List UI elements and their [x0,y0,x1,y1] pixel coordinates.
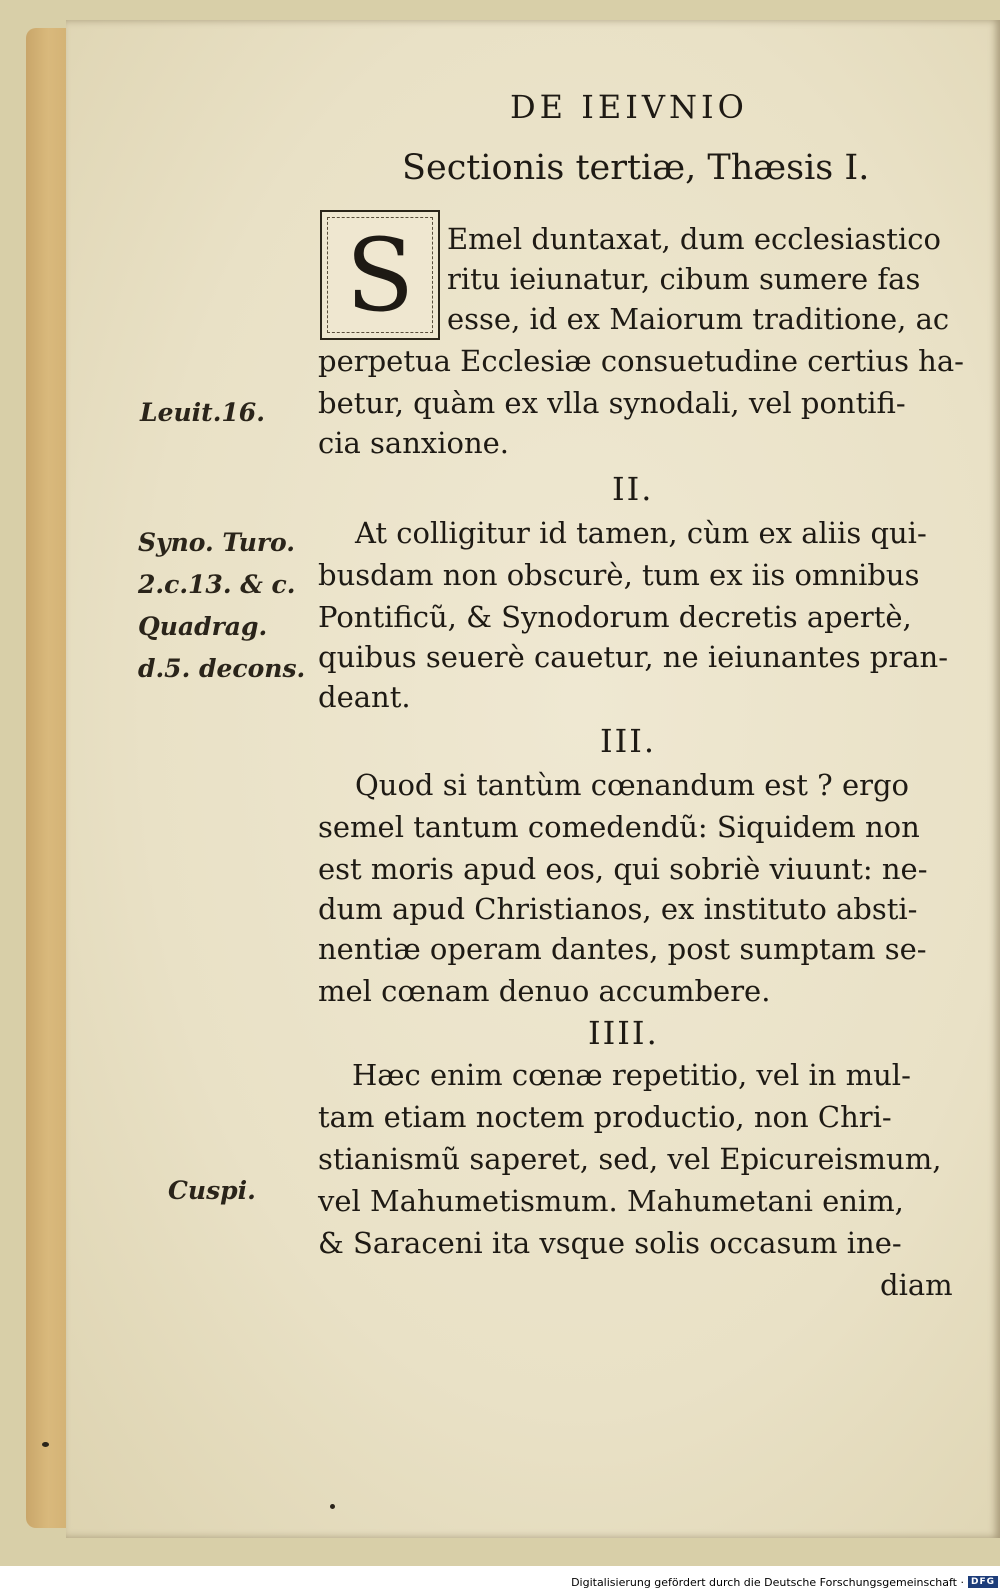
marginal-note: Syno. Turo. [138,528,295,557]
thesis-number: IIII. [588,1014,659,1052]
text-line: quibus seuerè cauetur, ne ieiunantes pran- [318,640,948,674]
text-line: Hæc enim cœnæ repetitio, vel in mul- [352,1058,911,1092]
marginal-note: Quadrag. [138,612,268,641]
text-line: perpetua Ecclesiæ consuetudine certius ha- [318,344,964,378]
text-line: betur, quàm ex vlla synodali, vel pontifi- [318,386,906,420]
running-head: DE IEIVNIO [510,88,748,126]
text-line: cia sanxione. [318,426,510,460]
text-line: vel Mahumetismum. Mahumetani enim, [318,1184,904,1218]
text-line: busdam non obscurè, tum ex iis omnibus [318,558,920,592]
text-line: deant. [318,680,411,714]
marginal-note: d.5. decons. [138,654,306,683]
digitization-credit [571,1574,1000,1590]
ink-speck [330,1504,335,1509]
marginal-note: Leuit.16. [140,398,265,427]
text-line: dum apud Christianos, ex instituto absti- [318,892,918,926]
text-line: At colligitur id tamen, cùm ex aliis qui- [355,516,927,550]
text-line: Pontificũ, & Synodorum decretis apertè, [318,600,912,634]
text-line: stianismũ saperet, sed, vel Epicureismum, [318,1142,942,1176]
dfg-logo: DFG [968,1576,998,1588]
section-heading: Sectionis tertiæ, Thæsis I. [402,148,870,188]
text-line: tam etiam noctem productio, non Chri- [318,1100,892,1134]
credit-text: Digitalisierung gefördert durch die Deutsche Forschungsgemeinschaft · [571,1575,964,1589]
text-line: ritu ieiunatur, cibum sumere fas [447,262,921,296]
text-line: esse, id ex Maiorum traditione, ac [447,302,950,336]
marginal-note: 2.c.13. & c. [138,570,296,599]
text-line: semel tantum comedendũ: Siquidem non [318,810,920,844]
text-line: & Saraceni ita vsque solis occasum ine- [318,1226,902,1260]
drop-cap-initial: S [320,210,440,340]
text-line: est moris apud eos, qui sobriè viuunt: ne- [318,852,928,886]
marginal-note: Cuspi. [168,1176,256,1205]
thesis-number: II. [612,470,654,508]
thesis-number: III. [600,722,657,760]
catchword: diam [880,1268,953,1302]
text-line: Quod si tantùm cœnandum est ? ergo [355,768,909,802]
text-line: Emel duntaxat, dum ecclesiastico [447,222,941,256]
text-line: nentiæ operam dantes, post sumptam se- [318,932,927,966]
ink-speck [42,1442,49,1447]
text-line: mel cœnam denuo accumbere. [318,974,771,1008]
